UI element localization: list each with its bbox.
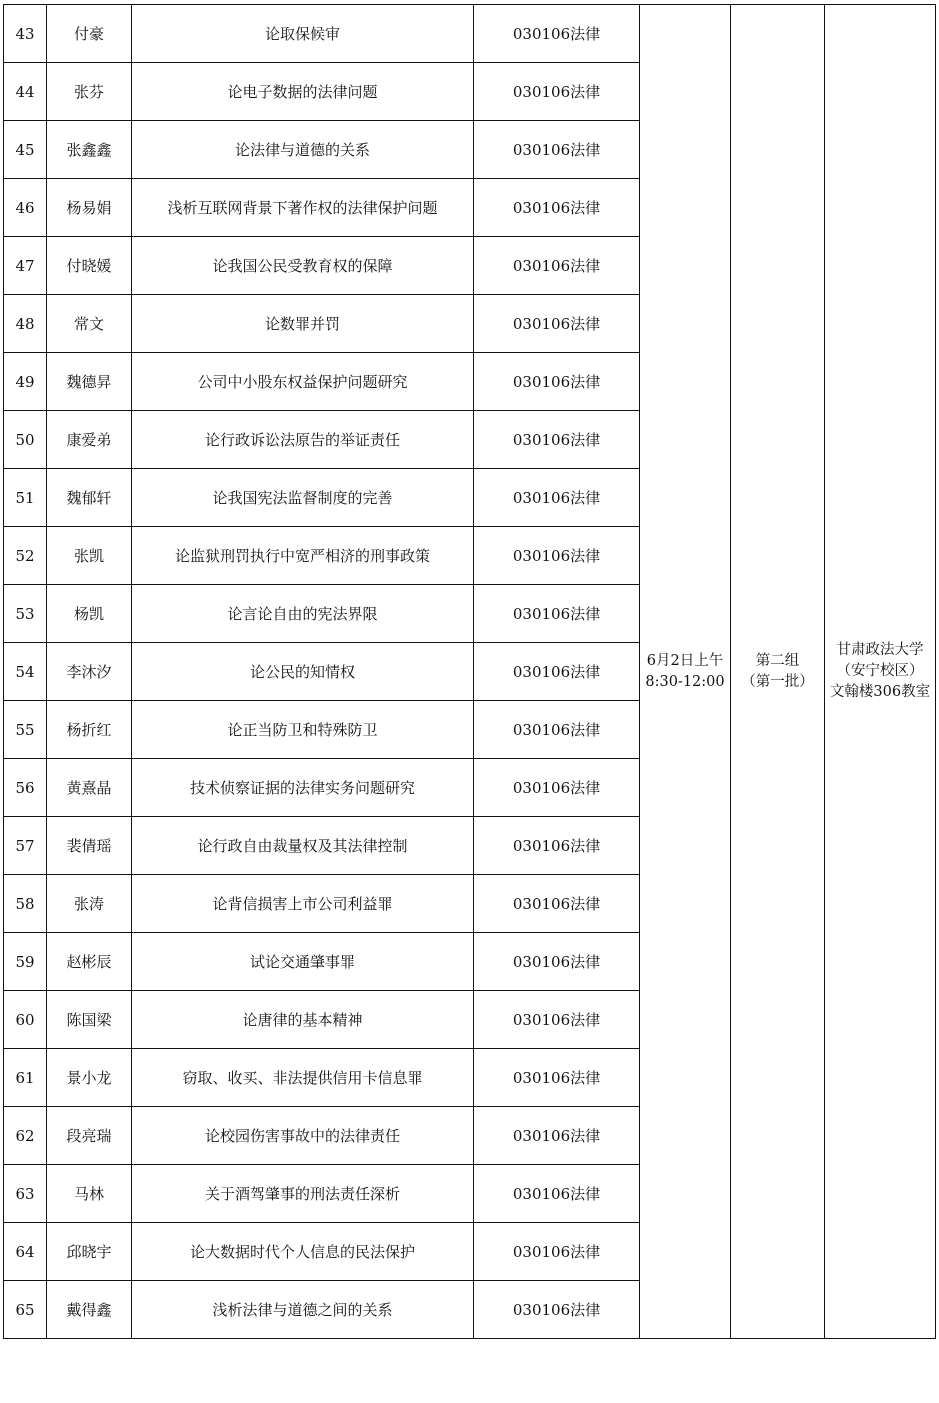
row-number: 48 xyxy=(4,295,47,353)
major-code: 030106法律 xyxy=(474,759,640,817)
thesis-title: 窃取、收买、非法提供信用卡信息罪 xyxy=(132,1049,474,1107)
thesis-title: 论我国宪法监督制度的完善 xyxy=(132,469,474,527)
student-name: 景小龙 xyxy=(47,1049,132,1107)
row-number: 54 xyxy=(4,643,47,701)
major-code: 030106法律 xyxy=(474,1107,640,1165)
major-code: 030106法律 xyxy=(474,817,640,875)
defense-group-line-1: 第二组 xyxy=(755,652,800,669)
row-number: 46 xyxy=(4,179,47,237)
student-name: 常文 xyxy=(47,295,132,353)
row-number: 50 xyxy=(4,411,47,469)
student-name: 邱晓宇 xyxy=(47,1223,132,1281)
thesis-title: 论数罪并罚 xyxy=(132,295,474,353)
student-name: 魏郁轩 xyxy=(47,469,132,527)
defense-venue xyxy=(825,5,936,1339)
thesis-title: 浅析互联网背景下著作权的法律保护问题 xyxy=(132,179,474,237)
student-name: 裴倩瑶 xyxy=(47,817,132,875)
thesis-title: 论公民的知情权 xyxy=(132,643,474,701)
thesis-title: 技术侦察证据的法律实务问题研究 xyxy=(132,759,474,817)
major-code: 030106法律 xyxy=(474,121,640,179)
major-code: 030106法律 xyxy=(474,1049,640,1107)
thesis-title: 论行政诉讼法原告的举证责任 xyxy=(132,411,474,469)
student-name: 段亮瑞 xyxy=(47,1107,132,1165)
student-name: 戴得鑫 xyxy=(47,1281,132,1339)
student-name: 杨易娟 xyxy=(47,179,132,237)
major-code: 030106法律 xyxy=(474,643,640,701)
thesis-title: 论言论自由的宪法界限 xyxy=(132,585,474,643)
thesis-title: 论正当防卫和特殊防卫 xyxy=(132,701,474,759)
row-number: 55 xyxy=(4,701,47,759)
thesis-title: 论背信损害上市公司利益罪 xyxy=(132,875,474,933)
row-number: 65 xyxy=(4,1281,47,1339)
thesis-title: 论行政自由裁量权及其法律控制 xyxy=(132,817,474,875)
row-number: 52 xyxy=(4,527,47,585)
defense-schedule-table xyxy=(3,4,936,1339)
student-name: 赵彬辰 xyxy=(47,933,132,991)
major-code: 030106法律 xyxy=(474,527,640,585)
row-number: 43 xyxy=(4,5,47,63)
row-number: 51 xyxy=(4,469,47,527)
major-code: 030106法律 xyxy=(474,63,640,121)
defense-venue-line-1: 甘肃政法大学 xyxy=(836,642,924,658)
thesis-title: 论我国公民受教育权的保障 xyxy=(132,237,474,295)
major-code: 030106法律 xyxy=(474,1165,640,1223)
thesis-title: 试论交通肇事罪 xyxy=(132,933,474,991)
row-number: 60 xyxy=(4,991,47,1049)
row-number: 45 xyxy=(4,121,47,179)
student-name: 付晓媛 xyxy=(47,237,132,295)
major-code: 030106法律 xyxy=(474,411,640,469)
defense-venue-line-2: （安宁校区） xyxy=(836,663,924,679)
row-number: 44 xyxy=(4,63,47,121)
row-number: 62 xyxy=(4,1107,47,1165)
row-number: 63 xyxy=(4,1165,47,1223)
student-name: 马林 xyxy=(47,1165,132,1223)
student-name: 陈国梁 xyxy=(47,991,132,1049)
student-name: 康爱弟 xyxy=(47,411,132,469)
defense-venue-line-3: 文翰楼306教室 xyxy=(829,684,931,700)
thesis-title: 论取保候审 xyxy=(132,5,474,63)
defense-time-line-2: 8:30-12:00 xyxy=(645,673,725,690)
major-code: 030106法律 xyxy=(474,1223,640,1281)
major-code: 030106法律 xyxy=(474,1281,640,1339)
major-code: 030106法律 xyxy=(474,179,640,237)
row-number: 58 xyxy=(4,875,47,933)
student-name: 李沐汐 xyxy=(47,643,132,701)
defense-group xyxy=(731,5,825,1339)
defense-group-line-2: （第一批） xyxy=(741,673,814,690)
student-name: 黄熹晶 xyxy=(47,759,132,817)
student-name: 张涛 xyxy=(47,875,132,933)
thesis-title: 论法律与道德的关系 xyxy=(132,121,474,179)
row-number: 64 xyxy=(4,1223,47,1281)
major-code: 030106法律 xyxy=(474,991,640,1049)
row-number: 59 xyxy=(4,933,47,991)
major-code: 030106法律 xyxy=(474,469,640,527)
thesis-title: 论大数据时代个人信息的民法保护 xyxy=(132,1223,474,1281)
major-code: 030106法律 xyxy=(474,933,640,991)
row-number: 47 xyxy=(4,237,47,295)
defense-time-line-1: 6月2日上午 xyxy=(646,652,724,669)
thesis-title: 论电子数据的法律问题 xyxy=(132,63,474,121)
student-name: 张鑫鑫 xyxy=(47,121,132,179)
row-number: 53 xyxy=(4,585,47,643)
thesis-title: 公司中小股东权益保护问题研究 xyxy=(132,353,474,411)
student-name: 杨凯 xyxy=(47,585,132,643)
major-code: 030106法律 xyxy=(474,585,640,643)
major-code: 030106法律 xyxy=(474,875,640,933)
table-body xyxy=(4,5,936,1339)
student-name: 魏德昇 xyxy=(47,353,132,411)
thesis-title: 浅析法律与道德之间的关系 xyxy=(132,1281,474,1339)
student-name: 付豪 xyxy=(47,5,132,63)
defense-time xyxy=(640,5,731,1339)
student-name: 杨折红 xyxy=(47,701,132,759)
student-name: 张芬 xyxy=(47,63,132,121)
row-number: 49 xyxy=(4,353,47,411)
table-row xyxy=(4,5,936,63)
student-name: 张凯 xyxy=(47,527,132,585)
row-number: 56 xyxy=(4,759,47,817)
thesis-title: 关于酒驾肇事的刑法责任深析 xyxy=(132,1165,474,1223)
row-number: 61 xyxy=(4,1049,47,1107)
thesis-title: 论监狱刑罚执行中宽严相济的刑事政策 xyxy=(132,527,474,585)
thesis-title: 论校园伤害事故中的法律责任 xyxy=(132,1107,474,1165)
major-code: 030106法律 xyxy=(474,237,640,295)
major-code: 030106法律 xyxy=(474,295,640,353)
thesis-title: 论唐律的基本精神 xyxy=(132,991,474,1049)
major-code: 030106法律 xyxy=(474,353,640,411)
row-number: 57 xyxy=(4,817,47,875)
major-code: 030106法律 xyxy=(474,701,640,759)
major-code: 030106法律 xyxy=(474,5,640,63)
